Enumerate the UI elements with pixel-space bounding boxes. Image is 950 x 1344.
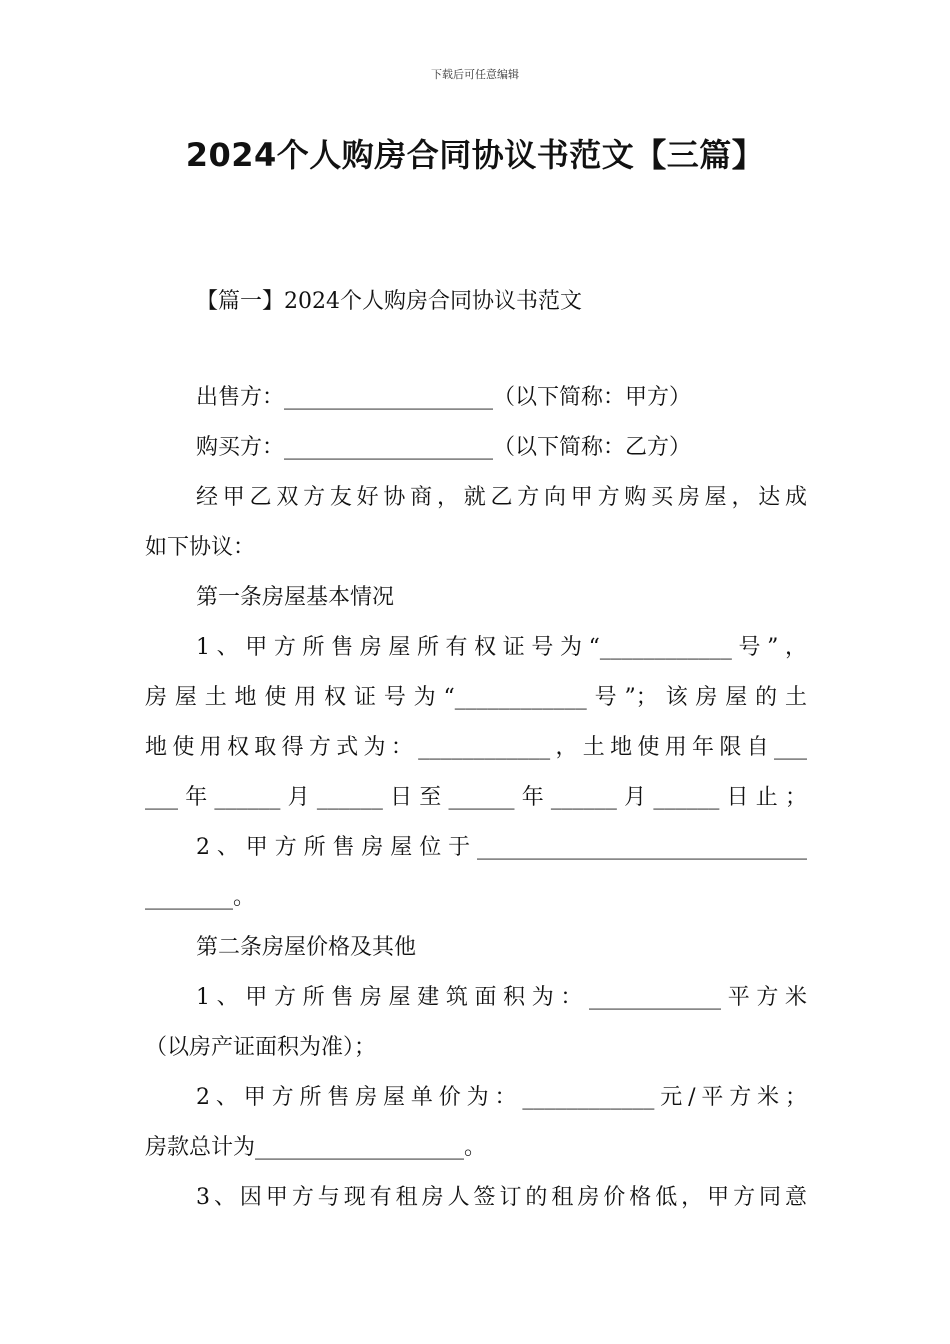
document-title: 2024个人购房合同协议书范文【三篇】 xyxy=(185,136,765,174)
article-heading: 第一条房屋基本情况 xyxy=(196,585,395,610)
paragraph-line: 2、甲方所售房屋位于______________________________ xyxy=(196,835,807,860)
paragraph-line: 1、甲方所售房屋所有权证号为“____________号”， xyxy=(196,635,807,660)
paragraph-line: 1、甲方所售房屋建筑面积为：____________平方米 xyxy=(196,985,807,1010)
paragraph-line: 如下协议： xyxy=(145,535,256,560)
paragraph-line: （以房产证面积为准）； xyxy=(145,1035,377,1060)
paragraph-line: 2、甲方所售房屋单价为：____________元/平方米； xyxy=(196,1085,807,1110)
section-heading: 【篇一】2024个人购房合同协议书范文 xyxy=(196,289,582,314)
paragraph-line: 经甲乙双方友好协商，就乙方向甲方购买房屋，达成 xyxy=(196,485,807,510)
paragraph-line: ________。 xyxy=(145,885,256,910)
paragraph-line: 房屋土地使用权证号为“____________号”；该房屋的土 xyxy=(145,685,807,710)
paragraph-line: ___年______月______日至______年______月______日止； xyxy=(145,785,807,810)
paragraph-line: 地使用权取得方式为：____________，土地使用年限自___ xyxy=(145,735,807,760)
article-heading: 第二条房屋价格及其他 xyxy=(196,935,417,960)
contract-body xyxy=(145,373,807,1223)
paragraph-line: 房款总计为___________________。 xyxy=(145,1135,487,1160)
page-header: 下载后可任意编辑 xyxy=(431,68,519,81)
paragraph-line: 3、因甲方与现有租房人签订的租房价格低，甲方同意 xyxy=(196,1185,807,1210)
seller-line: 出售方：___________________（以下简称：甲方） xyxy=(196,385,692,410)
buyer-line: 购买方：___________________（以下简称：乙方） xyxy=(196,435,692,460)
